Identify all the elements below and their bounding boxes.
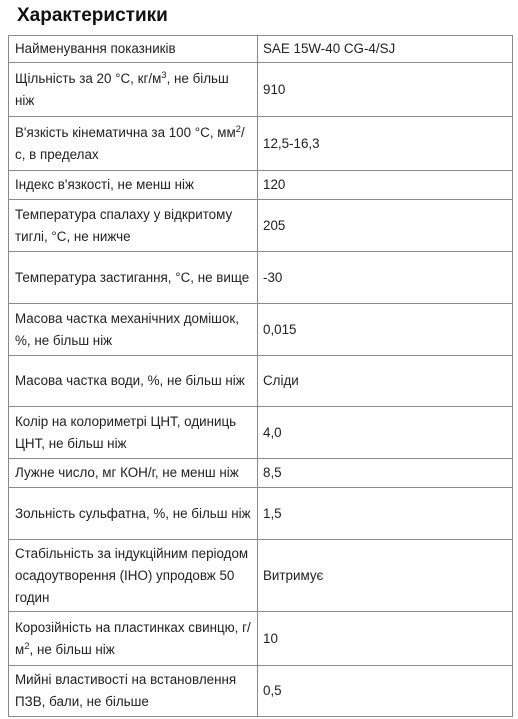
table-row (9, 540, 513, 612)
param-cell (9, 117, 258, 171)
header-param-cell: Найменування показників (9, 36, 258, 63)
param-text-tail: , не більш ніж (15, 70, 229, 108)
table-row (9, 666, 513, 717)
value-cell: Сліди (258, 356, 513, 407)
param-cell: Мийні властивості на встановлення ПЗВ, бали, не більше (9, 666, 258, 717)
param-text: В'язкість кінематична за 100 °С, мм (15, 124, 236, 140)
table-row (9, 304, 513, 356)
value-cell: 8,5 (258, 459, 513, 488)
param-cell: Температура застигання, °С, не вище (9, 252, 258, 304)
value-cell: 12,5-16,3 (258, 117, 513, 171)
table-row (9, 356, 513, 407)
value-cell: 4,0 (258, 407, 513, 459)
specifications-table (8, 35, 513, 717)
value-cell: 120 (258, 171, 513, 200)
value-cell: 205 (258, 200, 513, 252)
param-cell: Індекс в'язкості, не менш ніж (9, 171, 258, 200)
param-cell: Масова частка механічних домішок, %, не більш ніж (9, 304, 258, 356)
table-row (9, 200, 513, 252)
param-cell (9, 63, 258, 117)
param-superscript: 2 (235, 123, 241, 135)
param-text-tail: , не більш ніж (29, 641, 115, 657)
table-row (9, 459, 513, 488)
param-text: Щільність за 20 °С, кг/м (15, 70, 162, 86)
param-text: Корозійність на пластинках свинцю, г/м (15, 619, 251, 657)
param-cell: Температура спалаху у відкритому тиглі, °С, не нижче (9, 200, 258, 252)
table-row (9, 612, 513, 666)
table-header-row (9, 36, 513, 63)
section-heading: Характеристики (17, 5, 168, 26)
table-row (9, 63, 513, 117)
header-value-cell: SAE 15W-40 CG-4/SJ (258, 36, 513, 63)
param-cell (9, 612, 258, 666)
table-row (9, 171, 513, 200)
table-row (9, 407, 513, 459)
value-cell: -30 (258, 252, 513, 304)
value-cell: 1,5 (258, 488, 513, 540)
param-superscript: 2 (24, 640, 30, 652)
value-cell: 910 (258, 63, 513, 117)
table-row (9, 252, 513, 304)
param-cell: Колір на колориметрі ЦНТ, одиниць ЦНТ, не більш ніж (9, 407, 258, 459)
param-cell: Масова частка води, %, не більш ніж (9, 356, 258, 407)
param-cell: Зольність сульфатна, %, не більш ніж (9, 488, 258, 540)
table-row (9, 488, 513, 540)
value-cell: 10 (258, 612, 513, 666)
value-cell: Витримує (258, 540, 513, 612)
table-row (9, 117, 513, 171)
param-superscript: 3 (161, 69, 167, 81)
param-cell: Стабільність за індукційним періодом осадоутворення (ІНО) упродовж 50 годин (9, 540, 258, 612)
param-text-tail: /с, в пределах (15, 124, 245, 162)
param-cell: Лужне число, мг КОН/г, не менш ніж (9, 459, 258, 488)
value-cell: 0,015 (258, 304, 513, 356)
value-cell: 0,5 (258, 666, 513, 717)
